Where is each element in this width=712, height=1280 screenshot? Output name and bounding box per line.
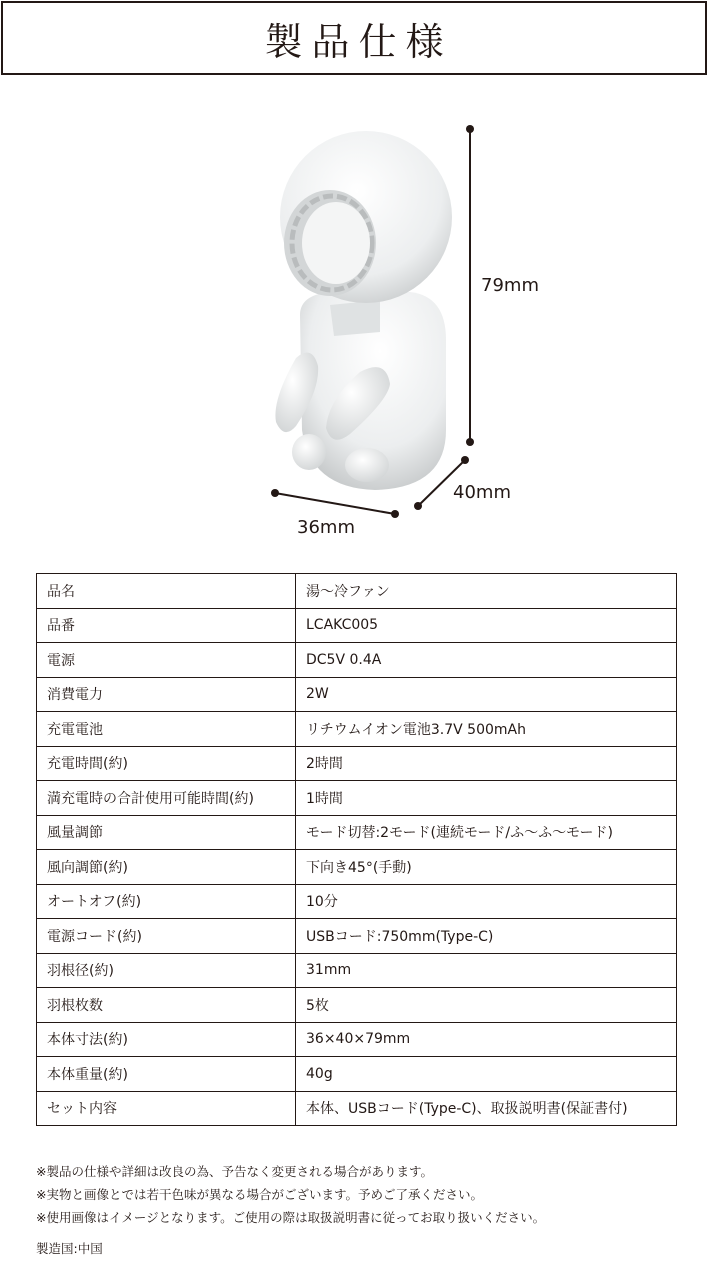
fan-cover — [302, 202, 370, 284]
spec-value: 湯〜冷ファン — [296, 574, 677, 609]
spec-value: 5枚 — [296, 988, 677, 1023]
spec-label: 羽根枚数 — [37, 988, 296, 1023]
spec-value: 1時間 — [296, 781, 677, 816]
spec-value: 下向き45°(手動) — [296, 850, 677, 885]
robot-left-foot — [292, 434, 326, 470]
table-row — [37, 815, 677, 850]
table-row — [37, 919, 677, 954]
spec-label: 風向調節(約) — [37, 850, 296, 885]
title-box — [1, 1, 707, 75]
spec-value: リチウムイオン電池3.7V 500mAh — [296, 712, 677, 747]
spec-label: 風量調節 — [37, 815, 296, 850]
spec-value: 31mm — [296, 953, 677, 988]
table-row — [37, 712, 677, 747]
table-row — [37, 988, 677, 1023]
page-title: 製品仕様 — [264, 19, 453, 64]
robot-right-foot — [345, 448, 389, 482]
spec-label: 羽根径(約) — [37, 953, 296, 988]
table-row — [37, 1022, 677, 1057]
table-row — [37, 850, 677, 885]
width-dimension: 36mm — [297, 517, 355, 538]
robot-neck — [330, 300, 380, 336]
note-item: ※製品の仕様や詳細は改良の為、予告なく変更される場合があります。 — [36, 1164, 433, 1179]
spec-value: DC5V 0.4A — [296, 643, 677, 678]
spec-label: 充電時間(約) — [37, 746, 296, 781]
spec-label: セット内容 — [37, 1091, 296, 1126]
depth-dimension: 40mm — [453, 482, 511, 503]
table-row — [37, 574, 677, 609]
spec-value: モード切替:2モード(連続モード/ふ〜ふ〜モード) — [296, 815, 677, 850]
table-row — [37, 781, 677, 816]
spec-value: 40g — [296, 1057, 677, 1092]
spec-label: 充電電池 — [37, 712, 296, 747]
note-item: ※実物と画像とでは若干色味が異なる場合がございます。予めご了承ください。 — [36, 1187, 483, 1202]
table-row — [37, 1091, 677, 1126]
spec-value: 本体、USBコード(Type-C)、取扱説明書(保証書付) — [296, 1091, 677, 1126]
notes — [36, 1160, 545, 1229]
spec-label: オートオフ(約) — [37, 884, 296, 919]
table-row — [37, 884, 677, 919]
product-figure — [0, 100, 712, 560]
spec-value: LCAKC005 — [296, 608, 677, 643]
spec-label: 本体重量(約) — [37, 1057, 296, 1092]
table-row — [37, 677, 677, 712]
spec-label: 電源 — [37, 643, 296, 678]
height-dimension: 79mm — [481, 275, 539, 296]
spec-value: USBコード:750mm(Type-C) — [296, 919, 677, 954]
spec-value: 36×40×79mm — [296, 1022, 677, 1057]
spec-value: 2W — [296, 677, 677, 712]
table-row — [37, 643, 677, 678]
country-of-origin: 製造国:中国 — [36, 1241, 103, 1256]
spec-label: 消費電力 — [37, 677, 296, 712]
note-item: ※使用画像はイメージとなります。ご使用の際は取扱説明書に従ってお取り扱いください。 — [36, 1210, 546, 1225]
table-row — [37, 1057, 677, 1092]
spec-label: 品番 — [37, 608, 296, 643]
spec-label: 本体寸法(約) — [37, 1022, 296, 1057]
fan-robot-illustration — [0, 100, 712, 560]
table-row — [37, 953, 677, 988]
spec-label: 電源コード(約) — [37, 919, 296, 954]
spec-label: 品名 — [37, 574, 296, 609]
spec-table — [36, 573, 677, 1126]
spec-value: 2時間 — [296, 746, 677, 781]
table-row — [37, 608, 677, 643]
spec-value: 10分 — [296, 884, 677, 919]
table-row — [37, 746, 677, 781]
spec-label: 満充電時の合計使用可能時間(約) — [37, 781, 296, 816]
